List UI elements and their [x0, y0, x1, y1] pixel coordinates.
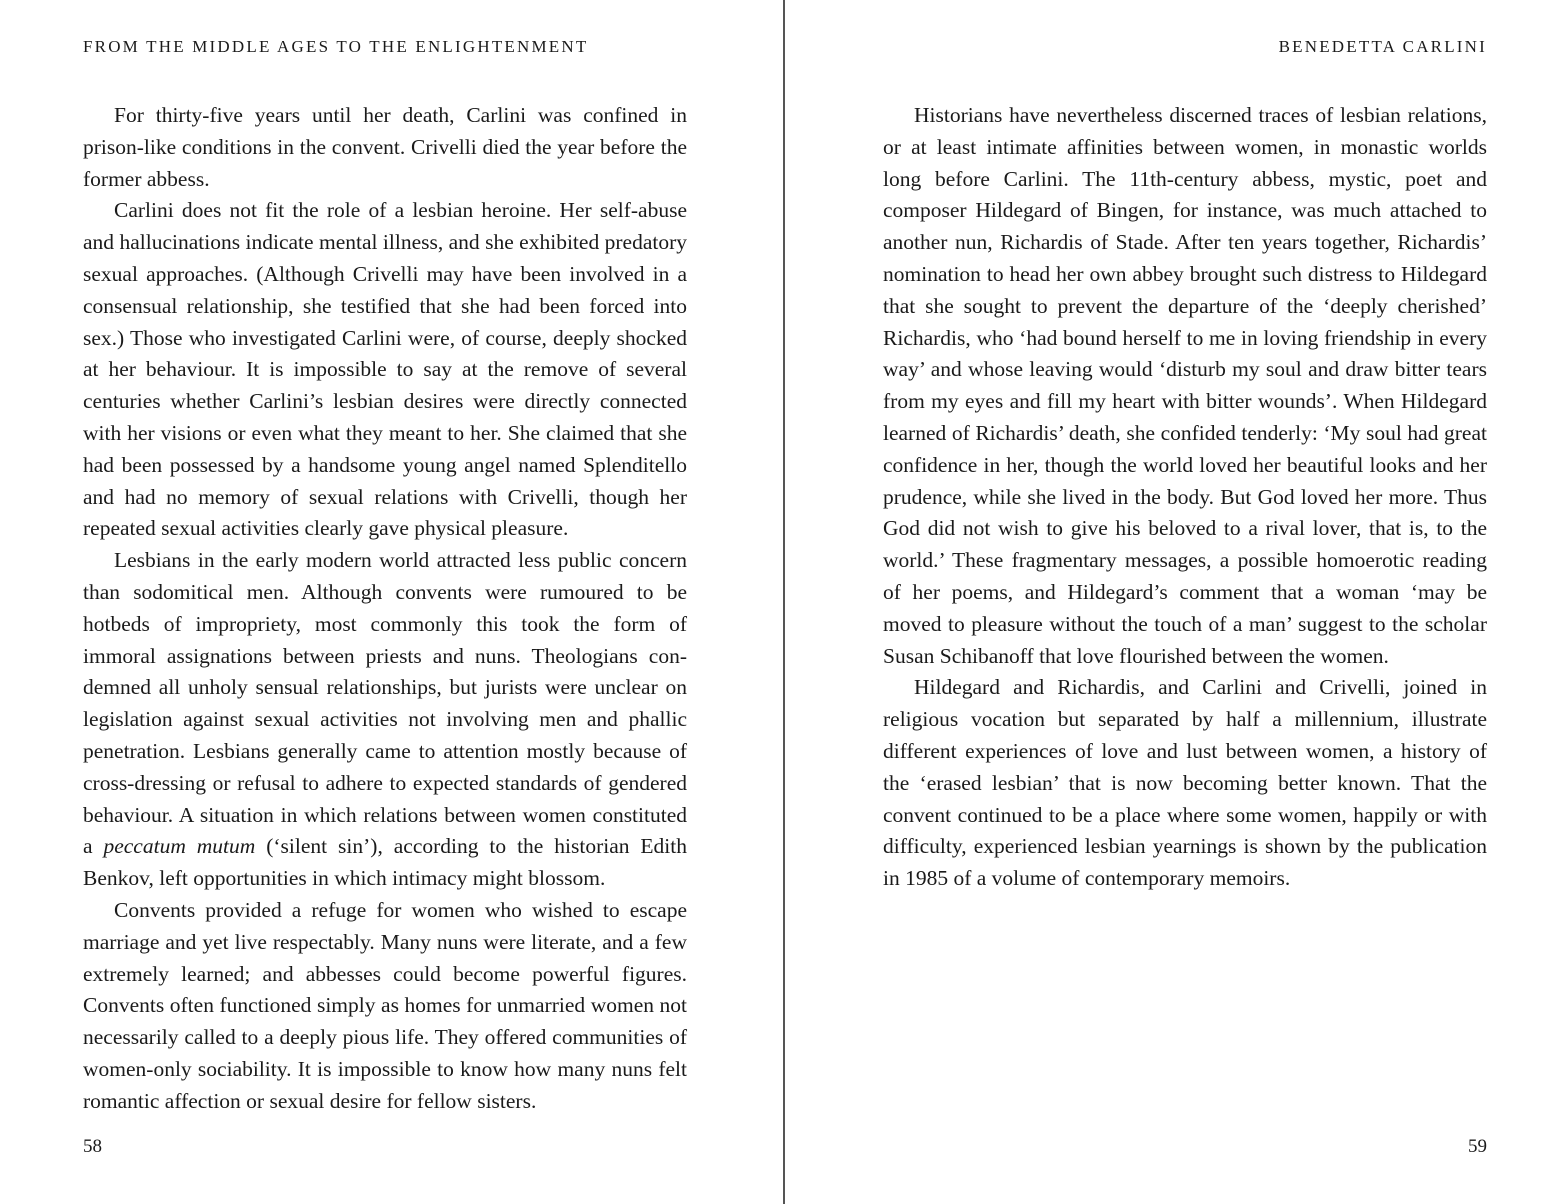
- paragraph: Historians have nevertheless discerned traces of lesbian relations, or at least intimate affinities between women, in monastic worlds long before Carlini. The 11th-century abbess, mystic, poet and composer Hildegard of Bingen, for instance, was much attached to another nun, Richardis of Stade. After ten years together, Richardis’ nomination to head her own abbey brought such distress to Hildegard that she sought to prevent the departure of the ‘deeply cherished’ Richardis, who ‘had bound herself to me in loving friendship in every way’ and whose leaving would ‘disturb my soul and draw bitter tears from my eyes and fill my heart with bitter wounds’. When Hildegard learned of Richardis’ death, she confided tenderly: ‘My soul had great confidence in her, though the world loved her beautiful looks and her prudence, while she lived in the body. But God loved her more. Thus God did not wish to give his beloved to a rival lover, that is, to the world.’ These fragmentary messages, a possible homoerotic reading of her poems, and Hildegard’s comment that a woman ‘may be moved to pleasure without the touch of a man’ suggest to the scholar Susan Schibanoff that love flourished between the women.: [883, 103, 1487, 668]
- paragraph-text: (‘silent sin’), according to the historian Edith Benkov, left opportunities in which intimacy might blossom.: [83, 834, 687, 891]
- paragraph: For thirty-five years until her death, Carlini was confined in prison-like conditions in the convent. Crivelli died the year before the former abbess.: [83, 103, 687, 191]
- left-page-body: [83, 100, 687, 1118]
- italic-term: peccatum mutum: [103, 834, 256, 859]
- running-head-right: BENEDETTA CARLINI: [1278, 37, 1487, 56]
- paragraph: Carlini does not fit the role of a lesbian heroine. Her self-abuse and hallucinations indicate mental illness, and she exhibited predatory sexual approaches. (Although Crivelli may have been involved in a consensual relationship, she testified that she had been forced into sex.) Those who investigated Carlini were, of course, deeply shocked at her behaviour. It is impossible to say at the remove of several centuries whether Carlini’s lesbian desires were directly connected with her visions or even what they meant to her. She claimed that she had been possessed by a handsome young angel named Splenditello and had no memory of sexual relations with Crivelli, though her repeated sexual activities clearly gave physical pleasure.: [83, 198, 687, 541]
- page-number-right: 59: [1468, 1136, 1487, 1157]
- paragraph: Convents provided a refuge for women who wished to escape marriage and yet live respectably. Many nuns were literate, and a few extremely learned; and abbesses could become powerful figures. Convents often functioned simply as homes for unmarried women not necessarily called to a deeply pious life. They offered communities of women-only sociability. It is impossible to know how many nuns felt romantic affection or sexual desire for fellow sisters.: [83, 897, 687, 1113]
- paragraph-text: Lesbians in the early modern world attracted less public concern than sodomitical men. Although convents were rumoured to be hotbeds of impropriety, most commonly this took the form of immoral assignations between priests and nuns. Theologians condemned all unholy sensual relationships, but jurists were unclear on legislation against sexual activities not involving men and phallic penetration. Lesbians generally came to attention mostly because of cross-dressing or refusal to adhere to expected standards of gendered behaviour. A situation in which relations between women constituted a: [83, 548, 687, 859]
- page-gutter-divider: [783, 0, 785, 1204]
- paragraph: [83, 545, 687, 895]
- page-number-left: 58: [83, 1136, 102, 1157]
- right-page: [786, 0, 1568, 1204]
- running-head-left: FROM THE MIDDLE AGES TO THE ENLIGHTENMENT: [83, 37, 589, 56]
- paragraph: Hildegard and Richardis, and Carlini and Crivelli, joined in religious vocation but separated by half a millennium, illustrate different experiences of love and lust between women, a history of the ‘erased lesbian’ that is now becoming better known. That the convent continued to be a place where some women, happily or with difficulty, experienced lesbian yearnings is shown by the publication in 1985 of a volume of contemporary memoirs.: [883, 675, 1487, 891]
- right-page-body: [883, 100, 1487, 895]
